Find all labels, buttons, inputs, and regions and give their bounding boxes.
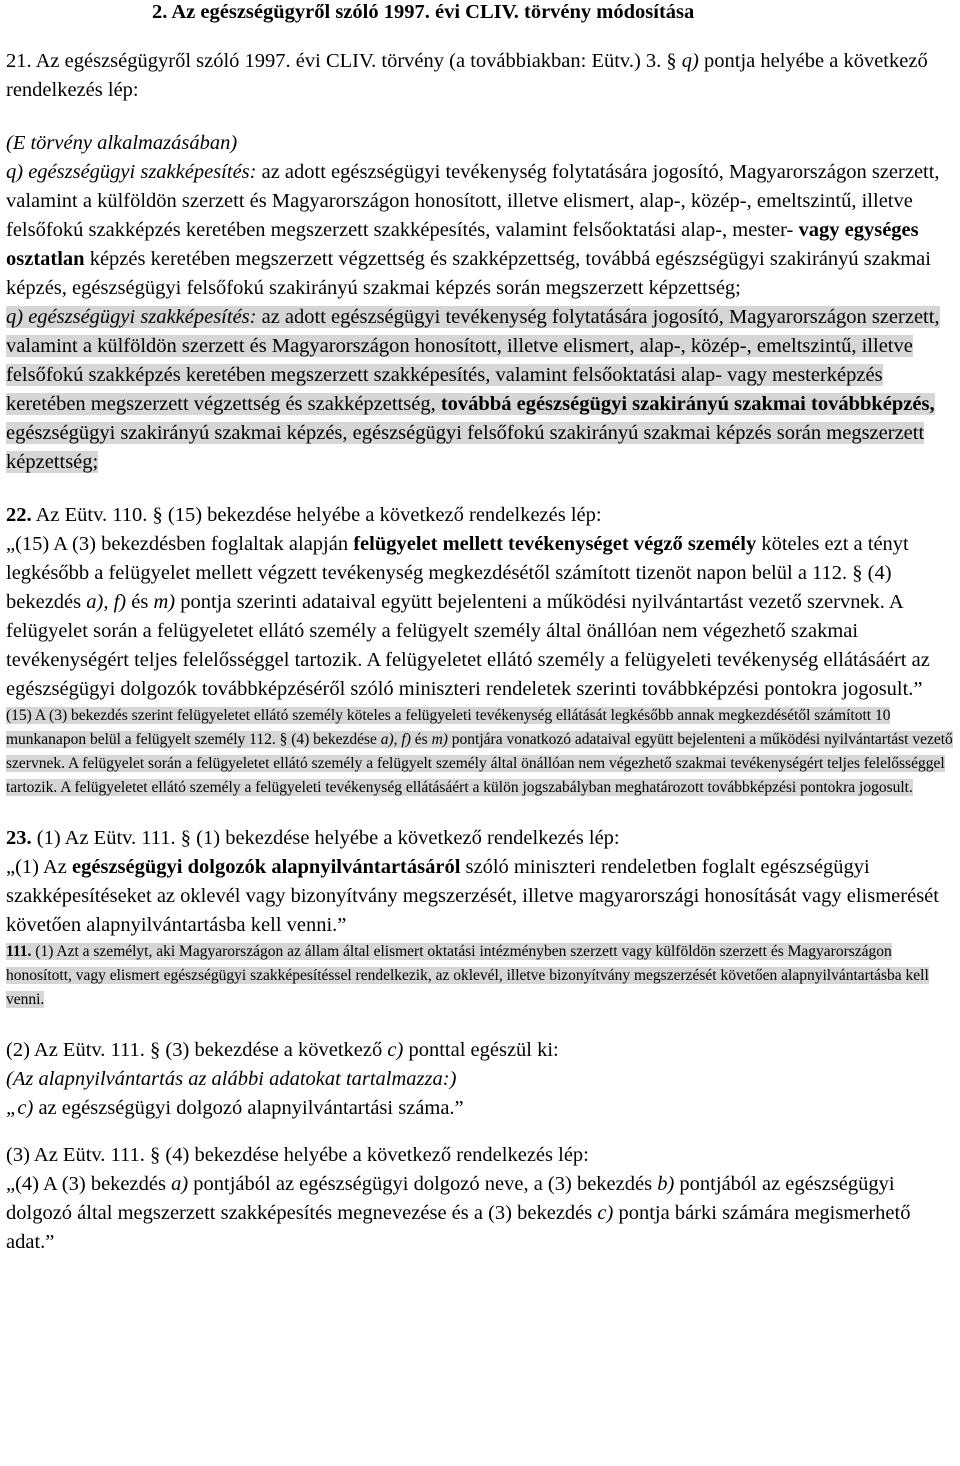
section-23-para-2-new: „c) az egészségügyi dolgozó alapnyilvántartási száma.” xyxy=(6,1097,464,1119)
document-title: 2. Az egészségügyről szóló 1997. évi CLIV. törvény módosítása xyxy=(152,1,695,23)
section-23-para-3-new: „(4) A (3) bekezdés a) pontjából az egészségügyi dolgozó neve, a (3) bekezdés b) pontjából az egészségügyi dolgozó által megszerzett szakképesítés megnevezése és a (3) bekezdés c) pontja bárki számára megismerhető adat.” xyxy=(6,1173,911,1253)
section-22-number: 22. xyxy=(6,504,32,526)
section-23-para-2: (2) Az Eütv. 111. § (3) bekezdése a következő c) ponttal egészül ki: xyxy=(6,1039,559,1061)
section-22-old-text: (15) A (3) bekezdés szerint felügyeletet ellátó személy köteles a felügyeleti tevékenység ellátását legkésőbb annak megkezdésétől számított 10 munkanapon belül a felügyelt személy 112. § (4) bekezdése a), f) és m) pontjára vonatkozó adataival együtt bejelenteni a működési nyilvántartást vezető szervnek. A felügyelet során a felügyeletet ellátó személy a felügyelt személy által önállóan nem végezhető szakmai tevékenységért teljes felelősséggel tartozik. A felügyeletet ellátó személy a felügyeleti tevékenység ellátásáért a külön jogszabályban meghatározott továbbképzési pontokra jogosult. xyxy=(6,707,953,796)
section-21-intro: 21. Az egészségügyről szóló 1997. évi CLIV. törvény (a továbbiakban: Eütv.) 3. § q) pontja helyébe a következő rendelkezés lép: xyxy=(6,50,928,101)
section-23-old-text: 111. (1) Azt a személyt, aki Magyarországon az állam által elismert oktatási intézményben szerzett vagy külföldön szerzett és Magyarországon honosított, vagy elismert egészségügyi szakképesítéssel rendelkezik, az oklevél, illetve bizonyítvány megszerzését követően alapnyilvántartásba kell venni. xyxy=(6,943,929,1008)
section-23-para-2-context: (Az alapnyilvántartás az alábbi adatokat tartalmazza:) xyxy=(6,1068,457,1090)
section-21-number: 21. xyxy=(6,50,32,72)
section-21-new-text: q) egészségügyi szakképesítés: az adott egészségügyi tevékenység folytatására jogosító, Magyarországon szerzett, valamint a külföldön szerzett és Magyarországon honosított, illetve elismert, alap-, közép-, emeltszintű, illetve felsőfokú szakképzés keretében megszerzett szakképesítés, valamint felsőoktatási alap-, mester- vagy egységes osztatlan képzés keretében megszerzett végzettség és szakképzettség, továbbá egészségügyi szakirányú szakmai képzés, egészségügyi felsőfokú szakirányú szakmai képzés során megszerzett képzettség; xyxy=(6,161,940,299)
section-23-intro: 23. (1) Az Eütv. 111. § (1) bekezdése helyébe a következő rendelkezés lép: xyxy=(6,827,620,849)
section-23-para-3: (3) Az Eütv. 111. § (4) bekezdése helyébe a következő rendelkezés lép: xyxy=(6,1144,589,1166)
section-21-old-text: q) egészségügyi szakképesítés: az adott egészségügyi tevékenység folytatására jogosító, Magyarországon szerzett, valamint a külföldön szerzett és Magyarországon honosított, illetve elismert, alap-, közép-, emeltszintű, illetve felsőfokú szakképzés keretében megszerzett szakképesítés, valamint felsőoktatási alap- vagy mesterképzés keretében megszerzett végzettség és szakképzettség, továbbá egészségügyi szakirányú szakmai továbbképzés, egészségügyi szakirányú szakmai képzés, egészségügyi felsőfokú szakirányú szakmai képzés során megszerzett képzettség; xyxy=(6,306,940,473)
section-22-new-text: „(15) A (3) bekezdésben foglaltak alapján felügyelet mellett tevékenységet végző személy köteles ezt a tényt legkésőbb a felügyelet mellett végzett tevékenység megkezdésétől számított tizenöt napon belül a 112. § (4) bekezdés a), f) és m) pontja szerinti adataival együtt bejelenteni a működési nyilvántartást vezető szervnek. A felügyelet során a felügyeletet ellátó személy a felügyelt személy által önállóan nem végezhető szakmai tevékenységért teljes felelősséggel tartozik. A felügyeletet ellátó személy a felügyeleti tevékenység ellátásáért az egészségügyi dolgozók továbbképzéséről szóló miniszteri rendeletek szerinti továbbképzési pontokra jogosult.” xyxy=(6,533,930,700)
section-23-new-text: „(1) Az egészségügyi dolgozók alapnyilvántartásáról szóló miniszteri rendeletben foglalt egészségügyi szakképesítéseket az oklevél vagy bizonyítvány megszerzését, illetve magyarországi honosítását vagy elismerését követően alapnyilvántartásba kell venni.” xyxy=(6,856,939,936)
section-23-number: 23. xyxy=(6,827,32,849)
section-21-context: (E törvény alkalmazásában) xyxy=(6,132,238,154)
section-22-intro: 22. Az Eütv. 110. § (15) bekezdése helyébe a következő rendelkezés lép: xyxy=(6,504,602,526)
